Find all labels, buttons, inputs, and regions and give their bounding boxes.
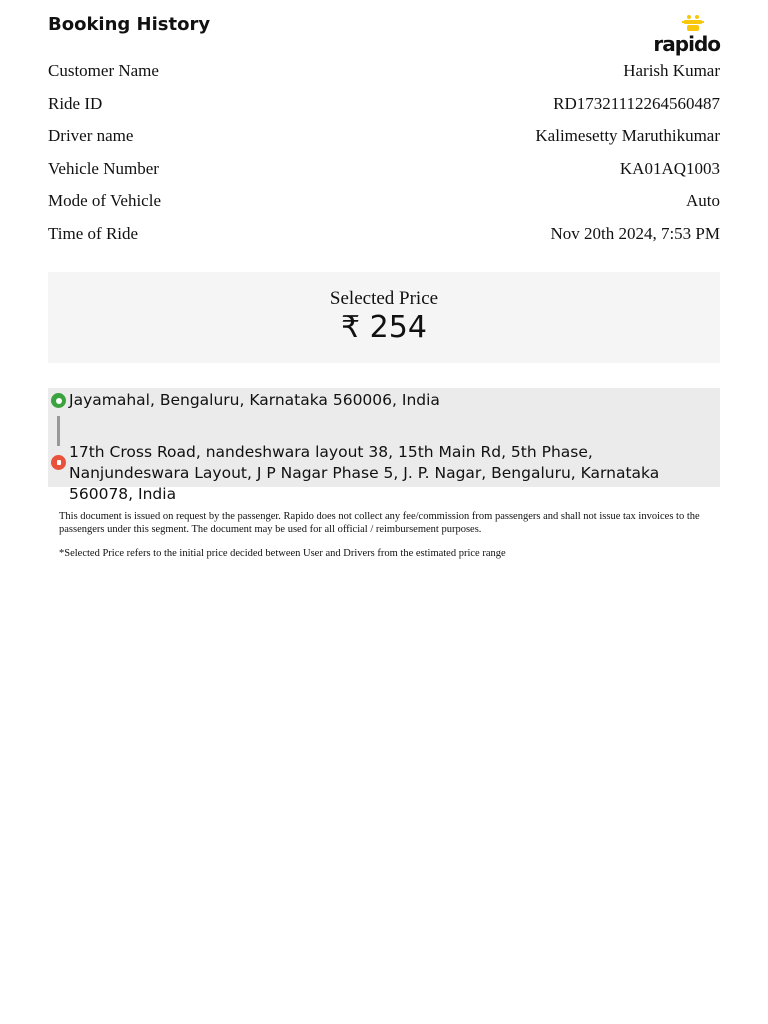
price-note: *Selected Price refers to the initial price decided between User and Drivers from the estimated price range (59, 548, 506, 559)
logo-wordmark: rapido (653, 32, 720, 56)
rapido-logo (654, 14, 720, 54)
pickup-pin-icon (51, 393, 66, 408)
detail-value: Nov 20th 2024, 7:53 PM (550, 223, 720, 243)
detail-value: Auto (686, 191, 720, 211)
detail-row-time-of-ride (48, 218, 720, 251)
detail-row-vehicle-number (48, 153, 720, 186)
route-connector (57, 416, 60, 446)
detail-value: RD17321112264560487 (553, 93, 720, 113)
price-value: ₹ 254 (341, 310, 427, 345)
detail-row-driver-name (48, 120, 720, 153)
drop-pin-icon (51, 455, 66, 470)
booking-details (48, 55, 720, 250)
detail-value: Harish Kumar (623, 61, 720, 81)
detail-row-customer-name (48, 55, 720, 88)
detail-label: Mode of Vehicle (48, 191, 161, 211)
drop-address: 17th Cross Road, nandeshwara layout 38, 15th Main Rd, 5th Phase, Nanjundeswara Layout, J P Nagar Phase 5, J. P. Nagar, Bengaluru, Karnataka 560078, India (69, 443, 660, 503)
disclaimer-text: This document is issued on request by the passenger. Rapido does not collect any fee/commission from passengers and shall not issue tax invoices to the passengers under this segment. The document may be used for all official / reimbursement purposes. (59, 511, 700, 535)
page-title: Booking History (48, 14, 211, 35)
detail-label: Time of Ride (48, 223, 139, 243)
detail-row-ride-id (48, 88, 720, 121)
detail-value: Kalimesetty Maruthikumar (535, 126, 720, 146)
detail-row-mode-of-vehicle (48, 185, 720, 218)
detail-value: KA01AQ1003 (619, 158, 720, 178)
pickup-address: Jayamahal, Bengaluru, Karnataka 560006, India (69, 391, 440, 409)
rapido-bike-icon (680, 14, 706, 34)
detail-label: Ride ID (48, 93, 103, 113)
price-box (48, 272, 720, 363)
route-box (48, 388, 720, 503)
detail-label: Customer Name (48, 61, 159, 81)
detail-label: Driver name (48, 126, 134, 146)
price-label: Selected Price (329, 288, 439, 309)
detail-label: Vehicle Number (48, 158, 159, 178)
